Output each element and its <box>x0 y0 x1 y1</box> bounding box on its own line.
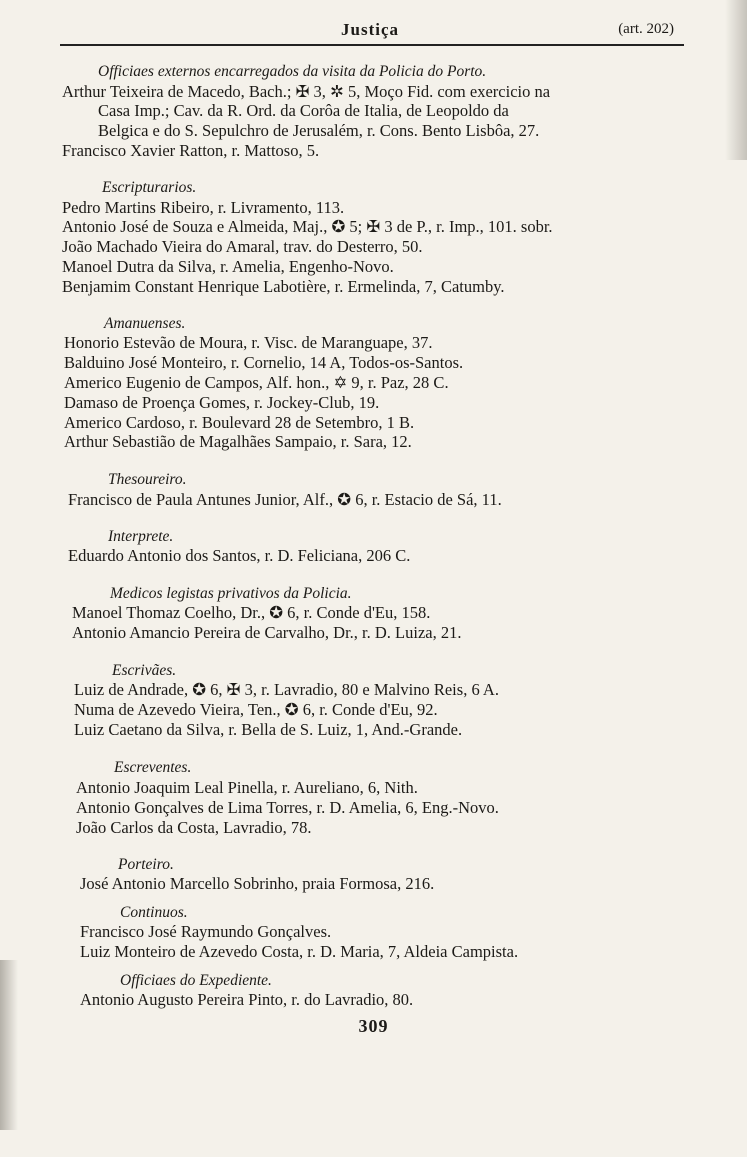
entry-line: Eduardo Antonio dos Santos, r. D. Feliciana, 206 C. <box>68 546 411 565</box>
entry-line: Luiz Monteiro de Azevedo Costa, r. D. Maria, 7, Aldeia Campista. <box>80 942 519 961</box>
entry-line: Antonio Amancio Pereira de Carvalho, Dr., r. D. Luiza, 21. <box>72 623 462 642</box>
entry-line: Antonio Joaquim Leal Pinella, r. Aureliano, 6, Nith. <box>76 778 418 797</box>
entry-line: Belgica e do S. Sepulchro de Jerusalém, r. Cons. Bento Lisbôa, 27. <box>98 121 540 140</box>
entry-line: Antonio José de Souza e Almeida, Maj., ✪ 5; ✠ 3 de P., r. Imp., 101. sobr. <box>62 217 553 236</box>
entry-line: João Machado Vieira do Amaral, trav. do Desterro, 50. <box>62 237 423 256</box>
section-heading: Continuos. <box>120 904 188 921</box>
section-heading: Officiaes externos encarregados da visita da Policia do Porto. <box>98 63 487 80</box>
entry-line: José Antonio Marcello Sobrinho, praia Formosa, 216. <box>80 874 435 893</box>
entry-line: Arthur Sebastião de Magalhães Sampaio, r. Sara, 12. <box>64 432 412 451</box>
entry-line: Luiz Caetano da Silva, r. Bella de S. Luiz, 1, And.-Grande. <box>74 720 463 739</box>
page-header <box>60 20 680 44</box>
section-heading: Escrivães. <box>112 662 177 679</box>
entry-line: Americo Eugenio de Campos, Alf. hon., ✡ 9, r. Paz, 28 C. <box>64 373 449 392</box>
section-heading: Escripturarios. <box>102 179 197 196</box>
entry-line: Balduino José Monteiro, r. Cornelio, 14 A, Todos-os-Santos. <box>64 353 464 372</box>
article-reference: (art. 202) <box>618 21 674 37</box>
section-heading: Amanuenses. <box>104 315 186 332</box>
section-heading: Medicos legistas privativos da Policia. <box>110 585 352 602</box>
entry-line: Manoel Thomaz Coelho, Dr., ✪ 6, r. Conde d'Eu, 158. <box>72 603 431 622</box>
section-heading: Porteiro. <box>118 856 174 873</box>
entry-line: Francisco José Raymundo Gonçalves. <box>80 922 332 941</box>
section-heading: Officiaes do Expediente. <box>120 972 272 989</box>
entry-line: Honorio Estevão de Moura, r. Visc. de Maranguape, 37. <box>64 333 433 352</box>
entry-line: Americo Cardoso, r. Boulevard 28 de Setembro, 1 B. <box>64 413 415 432</box>
entry-line: Antonio Augusto Pereira Pinto, r. do Lavradio, 80. <box>80 990 414 1009</box>
entry-line: Arthur Teixeira de Macedo, Bach.; ✠ 3, ✲ 5, Moço Fid. com exercicio na <box>62 82 551 101</box>
section-heading: Interprete. <box>108 528 174 545</box>
entry-line: Benjamim Constant Henrique Labotière, r. Ermelinda, 7, Catumby. <box>62 277 505 296</box>
entry-line: João Carlos da Costa, Lavradio, 78. <box>76 818 312 837</box>
section-heading: Escreventes. <box>114 759 192 776</box>
entry-line: Casa Imp.; Cav. da R. Ord. da Corôa de Italia, de Leopoldo da <box>98 101 509 120</box>
section-heading: Thesoureiro. <box>108 471 187 488</box>
entry-line: Francisco Xavier Ratton, r. Mattoso, 5. <box>62 141 320 160</box>
entry-line: Luiz de Andrade, ✪ 6, ✠ 3, r. Lavradio, 80 e Malvino Reis, 6 A. <box>74 680 499 699</box>
entry-line: Manoel Dutra da Silva, r. Amelia, Engenho-Novo. <box>62 257 394 276</box>
page-edge-shadow <box>725 0 747 160</box>
header-rule <box>60 44 684 46</box>
running-title: Justiça <box>341 20 399 39</box>
page-number: 309 <box>358 1016 389 1036</box>
entry-line: Numa de Azevedo Vieira, Ten., ✪ 6, r. Conde d'Eu, 92. <box>74 700 438 719</box>
entry-line: Antonio Gonçalves de Lima Torres, r. D. Amelia, 6, Eng.-Novo. <box>76 798 499 817</box>
entry-line: Pedro Martins Ribeiro, r. Livramento, 113. <box>62 198 345 217</box>
entry-line: Damaso de Proença Gomes, r. Jockey-Club, 19. <box>64 393 380 412</box>
page-edge-shadow-left <box>0 960 18 1130</box>
entry-line: Francisco de Paula Antunes Junior, Alf., ✪ 6, r. Estacio de Sá, 11. <box>68 490 502 509</box>
